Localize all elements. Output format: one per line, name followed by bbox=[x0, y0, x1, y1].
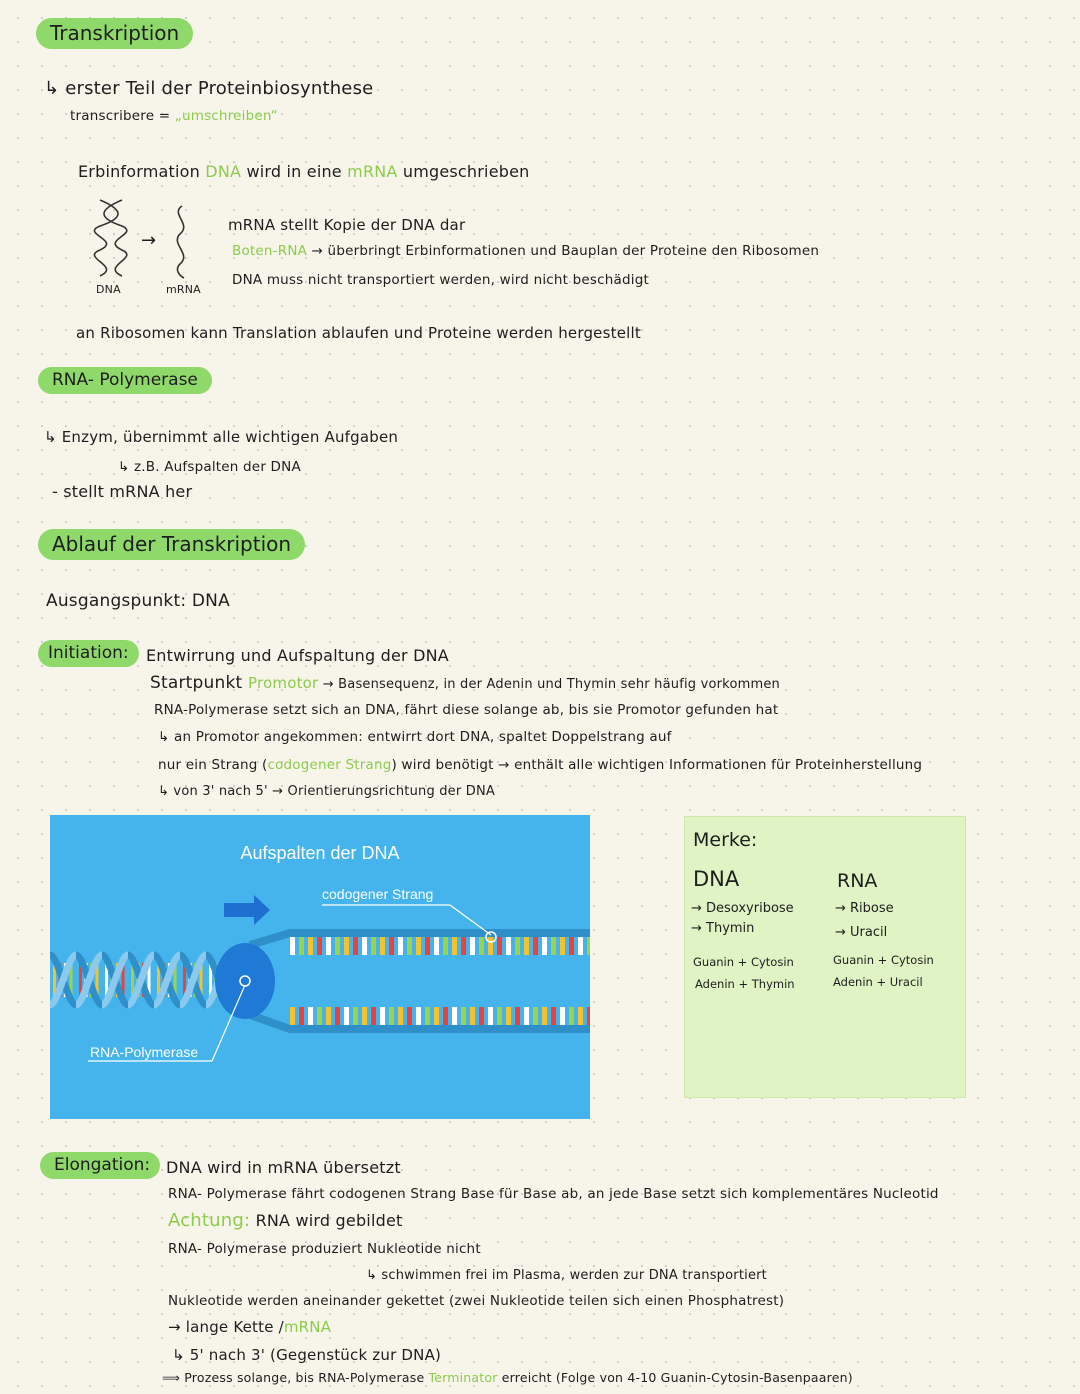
line-aufspalten: ↳ z.B. Aufspalten der DNA bbox=[118, 459, 301, 475]
elongation-line-5: ↳ schwimmen frei im Plasma, werden zur DNA transportiert bbox=[366, 1268, 767, 1283]
initiation-line-4: ↳ an Promotor angekommen: entwirrt dort DNA, spaltet Doppelstrang auf bbox=[158, 729, 672, 745]
line-dna-transport: DNA muss nicht transportiert werden, wird nicht beschädigt bbox=[232, 272, 649, 288]
merke-box bbox=[684, 816, 966, 1098]
initiation-line-1: Entwirrung und Aufspaltung der DNA bbox=[146, 646, 449, 665]
line-stellt-mrna: - stellt mRNA her bbox=[52, 482, 193, 501]
line-transcribere: transcribere = „umschreiben“ bbox=[70, 108, 278, 124]
merke-rna-d: Adenin + Uracil bbox=[833, 975, 923, 989]
line-ribosomen: an Ribosomen kann Translation ablaufen und Proteine werden hergestellt bbox=[76, 324, 641, 342]
initiation-line-2: Startpunkt Promotor → Basensequenz, in der Adenin und Thymin sehr häufig vorkommen bbox=[150, 673, 780, 693]
line-erster-teil: ↳ erster Teil der Proteinbiosynthese bbox=[44, 78, 374, 99]
merke-title: Merke: bbox=[693, 829, 758, 851]
dna-helix-icon bbox=[92, 196, 132, 280]
label-initiation: Initiation: bbox=[38, 640, 139, 667]
label-rna-polymerase: RNA-Polymerase bbox=[90, 1044, 199, 1060]
initiation-line-6: ↳ von 3' nach 5' → Orientierungsrichtung der DNA bbox=[158, 784, 495, 799]
merke-dna-title: DNA bbox=[693, 867, 740, 891]
arrow-dna-to-mrna: → bbox=[141, 230, 157, 251]
label-dna: DNA bbox=[96, 283, 121, 296]
line-erbinformation: Erbinformation DNA wird in eine mRNA umgeschrieben bbox=[78, 162, 530, 181]
merke-rna-a: → Ribose bbox=[835, 901, 894, 916]
elongation-line-3: Achtung: RNA wird gebildet bbox=[168, 1210, 403, 1231]
initiation-line-5: nur ein Strang (codogener Strang) wird benötigt → enthält alle wichtigen Informationen für Proteinherstellung bbox=[158, 757, 923, 773]
merke-dna-b: → Thymin bbox=[691, 921, 755, 936]
dna-split-figure bbox=[50, 815, 590, 1119]
heading-rna-polymerase: RNA- Polymerase bbox=[38, 367, 212, 394]
mrna-strand-icon bbox=[168, 204, 196, 280]
label-codogener-strang: codogener Strang bbox=[322, 886, 434, 902]
line-boten-rna: Boten-RNA → überbringt Erbinformationen und Bauplan der Proteine den Ribosomen bbox=[232, 243, 820, 259]
elongation-line-4: RNA- Polymerase produziert Nukleotide nicht bbox=[168, 1241, 481, 1257]
elongation-line-1: DNA wird in mRNA übersetzt bbox=[166, 1158, 401, 1177]
line-ausgangspunkt: Ausgangspunkt: DNA bbox=[46, 591, 230, 611]
line-mrna-kopie: mRNA stellt Kopie der DNA dar bbox=[228, 216, 466, 234]
elongation-line-6: Nukleotide werden aneinander gekettet (zwei Nukleotide teilen sich einen Phosphatrest) bbox=[168, 1293, 785, 1309]
figure-title: Aufspalten der DNA bbox=[240, 843, 400, 863]
heading-transkription: Transkription bbox=[36, 18, 193, 49]
merke-rna-c: Guanin + Cytosin bbox=[833, 953, 934, 967]
merke-dna-a: → Desoxyribose bbox=[691, 901, 794, 916]
elongation-line-2: RNA- Polymerase fährt codogenen Strang Base für Base ab, an jede Base setzt sich komplementäres Nucleotid bbox=[168, 1186, 939, 1202]
elongation-line-7: → lange Kette /mRNA bbox=[168, 1318, 332, 1336]
heading-ablauf: Ablauf der Transkription bbox=[38, 529, 305, 560]
merke-rna-b: → Uracil bbox=[835, 925, 888, 940]
rna-polymerase-blob bbox=[215, 943, 275, 1019]
merke-dna-d: Adenin + Thymin bbox=[695, 977, 795, 991]
merke-rna-title: RNA bbox=[837, 870, 878, 892]
label-mrna: mRNA bbox=[166, 283, 201, 296]
elongation-line-8: ↳ 5' nach 3' (Gegenstück zur DNA) bbox=[172, 1346, 442, 1364]
initiation-line-3: RNA-Polymerase setzt sich an DNA, fährt diese solange ab, bis sie Promotor gefunden hat bbox=[154, 702, 779, 718]
line-enzym: ↳ Enzym, übernimmt alle wichtigen Aufgaben bbox=[44, 428, 399, 446]
merke-dna-c: Guanin + Cytosin bbox=[693, 955, 794, 969]
elongation-line-9: ⟹ Prozess solange, bis RNA-Polymerase Terminator erreicht (Folge von 4-10 Guanin-Cytosin-Basenpaaren) bbox=[162, 1370, 853, 1385]
label-elongation: Elongation: bbox=[40, 1152, 160, 1179]
